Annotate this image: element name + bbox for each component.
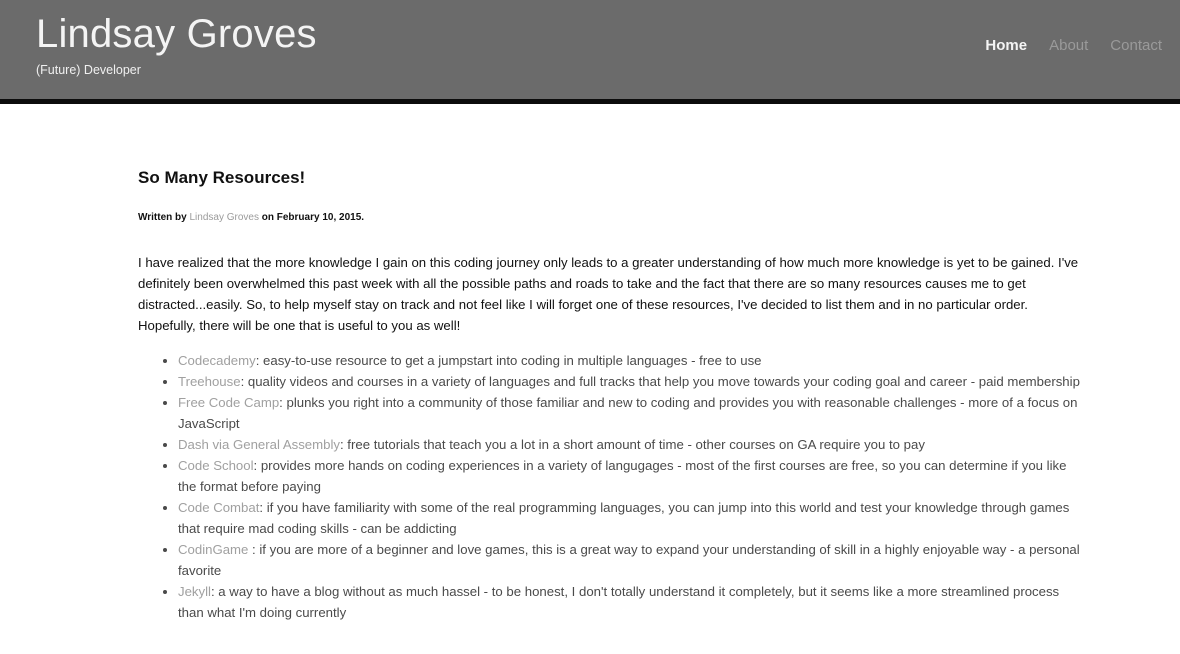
resource-link-free-code-camp[interactable]: Free Code Camp <box>178 395 280 410</box>
resource-description: : if you are more of a beginner and love games, this is a great way to expand your understanding of skill in a highly enjoyable way - a personal favorite <box>178 542 1080 578</box>
resource-item <box>178 497 1082 539</box>
resource-item <box>178 539 1082 581</box>
resource-description: : free tutorials that teach you a lot in a short amount of time - other courses on GA require you to pay <box>339 437 925 452</box>
site-title[interactable]: Lindsay Groves <box>36 12 317 56</box>
site-tagline: (Future) Developer <box>36 63 141 77</box>
resource-item <box>178 455 1082 497</box>
resource-link-code-combat[interactable]: Code Combat <box>178 500 260 515</box>
byline-date: on February 10, 2015. <box>261 212 365 223</box>
resource-description: : plunks you right into a community of those familiar and new to coding and provides you with reasonable challenges - more of a focus on JavaScript <box>178 395 1078 431</box>
resource-description: : if you have familiarity with some of the real programming languages, you can jump into this world and test your knowledge through games that require mad coding skills - can be addicting <box>178 500 1070 536</box>
resource-link-codingame[interactable]: CodinGame <box>178 542 249 557</box>
post-byline <box>138 210 1082 226</box>
byline-prefix: Written by <box>138 212 187 223</box>
resource-link-code-school[interactable]: Code School <box>178 458 254 473</box>
resource-description: : easy-to-use resource to get a jumpstart into coding in multiple languages - free to use <box>255 353 762 368</box>
nav-home-link[interactable]: Home <box>985 37 1028 54</box>
post-intro: I have realized that the more knowledge I gain on this coding journey only leads to a greater understanding of how much more knowledge is yet to be gained. I've definitely been overwhelmed this past week with all the possible paths and roads to take and the fact that there are so many resources causes me to get distracted...easily. So, to help myself stay on track and not feel like I will forget one of these resources, I've decided to list them and in no particular order. Hopefully, there will be one that is useful to you as well! <box>138 255 1079 333</box>
blog-post <box>138 160 1082 623</box>
resource-item <box>178 581 1082 623</box>
resource-description: : provides more hands on coding experiences in a variety of langugages - most of the first courses are free, so you can determine if you like the format before paying <box>178 458 1067 494</box>
resource-item <box>178 371 1082 392</box>
resource-link-codecademy[interactable]: Codecademy <box>178 353 256 368</box>
site-header <box>0 0 1180 104</box>
resource-description: : quality videos and courses in a variety of languages and full tracks that help you move towards your coding goal and career - paid membership <box>240 374 1080 389</box>
resource-item <box>178 392 1082 434</box>
nav-about-link[interactable]: About <box>1049 37 1089 54</box>
resource-item <box>178 434 1082 455</box>
resource-link-treehouse[interactable]: Treehouse <box>178 374 241 389</box>
resource-description: : a way to have a blog without as much hassel - to be honest, I don't totally understand it completely, but it seems like a more streamlined process than what I'm doing currently <box>178 584 1060 620</box>
resource-list <box>138 350 1082 623</box>
author-link[interactable]: Lindsay Groves <box>189 212 259 223</box>
post-title: So Many Resources! <box>138 168 306 187</box>
resource-link-jekyll[interactable]: Jekyll <box>178 584 211 599</box>
main-nav <box>985 36 1162 56</box>
resource-link-dash[interactable]: Dash via General Assembly <box>178 437 340 452</box>
resource-item <box>178 350 1082 371</box>
nav-contact-link[interactable]: Contact <box>1110 37 1162 54</box>
